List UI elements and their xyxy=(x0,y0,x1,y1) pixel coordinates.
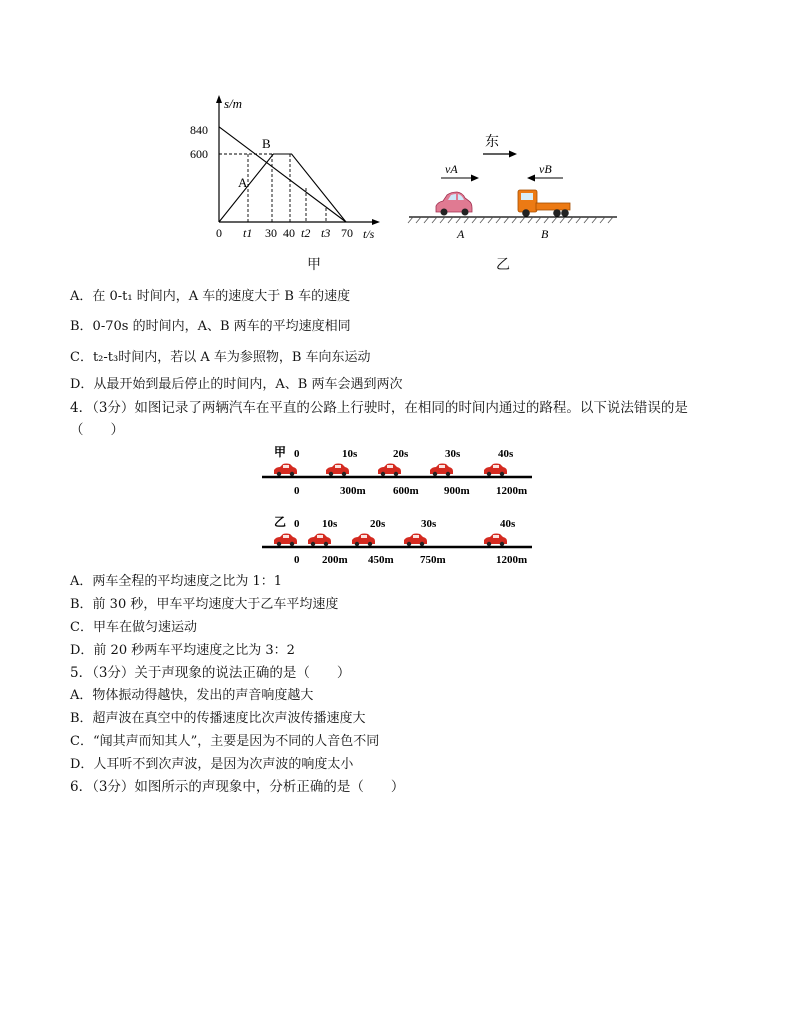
truck-b-icon xyxy=(518,190,570,217)
direction-arrowhead xyxy=(509,151,517,158)
track-yi-dist-0: 0 xyxy=(294,554,300,566)
car-a-icon xyxy=(436,192,472,216)
y-axis-arrow xyxy=(216,95,222,103)
q3-option-c: C．t₂-t₃时间内，若以 A 车为参照物，B 车向东运动 xyxy=(70,350,371,365)
q5-option-d: D．人耳听不到次声波，是因为次声波的响度太小 xyxy=(70,757,354,772)
x-tick-t3: t3 xyxy=(321,226,331,240)
track-jia-dist-0: 0 xyxy=(294,485,300,497)
direction-label: 东 xyxy=(485,135,499,150)
red-car-icon xyxy=(484,464,507,477)
red-car-icon xyxy=(274,464,297,477)
q6-stem: 6．（3分）如图所示的声现象中，分析正确的是（ ） xyxy=(70,779,405,795)
x-axis-label: t/s xyxy=(363,227,375,241)
car-a-label: A xyxy=(457,227,465,241)
st-graph xyxy=(180,92,390,242)
caption-yi: 乙 xyxy=(496,257,510,273)
q4-option-b: B．前 30 秒，甲车平均速度大于乙车平均速度 xyxy=(70,597,339,612)
track-yi-dist-450: 450m xyxy=(368,554,394,566)
q4-stem-line1: 4．（3分）如图记录了两辆汽车在平直的公路上行驶时，在相同的时间内通过的路程。以下说法错误的是 xyxy=(70,400,688,416)
track-jia-time-40: 40s xyxy=(498,448,514,460)
track-jia-label: 甲 xyxy=(274,445,287,459)
track-yi-dist-1200: 1200m xyxy=(496,554,528,566)
x-tick-40: 40 xyxy=(283,226,295,240)
track-jia-dist-300: 300m xyxy=(340,485,366,497)
track-yi-dist-200: 200m xyxy=(322,554,348,566)
ground-hatch xyxy=(408,217,613,223)
red-car-icon xyxy=(308,534,331,547)
q3-option-b: B．0-70s 的时间内，A、B 两车的平均速度相同 xyxy=(70,319,351,334)
track-jia xyxy=(262,444,534,500)
track-jia-dist-900: 900m xyxy=(444,485,470,497)
q4-stem-line2: （ ） xyxy=(70,422,124,438)
x-tick-t1: t1 xyxy=(243,226,253,240)
red-car-icon xyxy=(352,534,375,547)
red-car-icon xyxy=(404,534,427,547)
caption-jia: 甲 xyxy=(307,257,321,273)
x-tick-0: 0 xyxy=(216,226,222,240)
va-arrowhead xyxy=(471,175,479,182)
track-jia-dist-1200: 1200m xyxy=(496,485,528,497)
red-car-icon xyxy=(430,464,453,477)
x-tick-30: 30 xyxy=(265,226,277,240)
q5-option-c: C．“闻其声而知其人”，主要是因为不同的人音色不同 xyxy=(70,734,380,749)
q4-option-a: A．两车全程的平均速度之比为 1：1 xyxy=(70,574,283,589)
red-car-icon xyxy=(326,464,349,477)
y-axis-label: s/m xyxy=(224,96,243,111)
track-yi xyxy=(262,512,534,568)
y-tick-840: 840 xyxy=(190,123,208,137)
track-yi-time-40: 40s xyxy=(500,518,516,530)
vb-arrowhead xyxy=(527,175,535,182)
x-tick-70: 70 xyxy=(341,226,353,240)
track-yi-time-30: 30s xyxy=(421,518,437,530)
label-a: A xyxy=(238,175,248,190)
q5-option-a: A．物体振动得越快，发出的声音响度越大 xyxy=(70,688,314,703)
track-yi-time-10: 10s xyxy=(322,518,338,530)
track-yi-time-20: 20s xyxy=(370,518,386,530)
va-label: vA xyxy=(445,162,458,176)
vehicles-figure xyxy=(405,128,620,243)
y-tick-600: 600 xyxy=(190,147,208,161)
track-yi-dist-750: 750m xyxy=(420,554,446,566)
red-car-icon xyxy=(378,464,401,477)
q4-option-c: C．甲车在做匀速运动 xyxy=(70,620,197,635)
label-b: B xyxy=(262,136,271,151)
red-car-icon xyxy=(274,534,297,547)
red-car-icon xyxy=(484,534,507,547)
x-axis-arrow xyxy=(372,219,380,225)
q3-option-a: A．在 0-t₁ 时间内，A 车的速度大于 B 车的速度 xyxy=(70,289,351,304)
track-yi-time-0: 0 xyxy=(294,518,300,530)
track-jia-dist-600: 600m xyxy=(393,485,419,497)
x-tick-t2: t2 xyxy=(301,226,311,240)
track-jia-time-20: 20s xyxy=(393,448,409,460)
truck-b-label: B xyxy=(541,227,549,241)
track-jia-time-30: 30s xyxy=(445,448,461,460)
q4-option-d: D．前 20 秒两车平均速度之比为 3：2 xyxy=(70,643,295,658)
q3-option-d: D．从最开始到最后停止的时间内，A、B 两车会遇到两次 xyxy=(70,377,403,392)
q5-option-b: B．超声波在真空中的传播速度比次声波传播速度大 xyxy=(70,711,366,726)
track-jia-time-10: 10s xyxy=(342,448,358,460)
track-yi-label: 乙 xyxy=(274,515,287,529)
track-jia-time-0: 0 xyxy=(294,448,300,460)
q5-stem: 5．（3分）关于声现象的说法正确的是（ ） xyxy=(70,665,351,681)
vb-label: vB xyxy=(539,162,552,176)
